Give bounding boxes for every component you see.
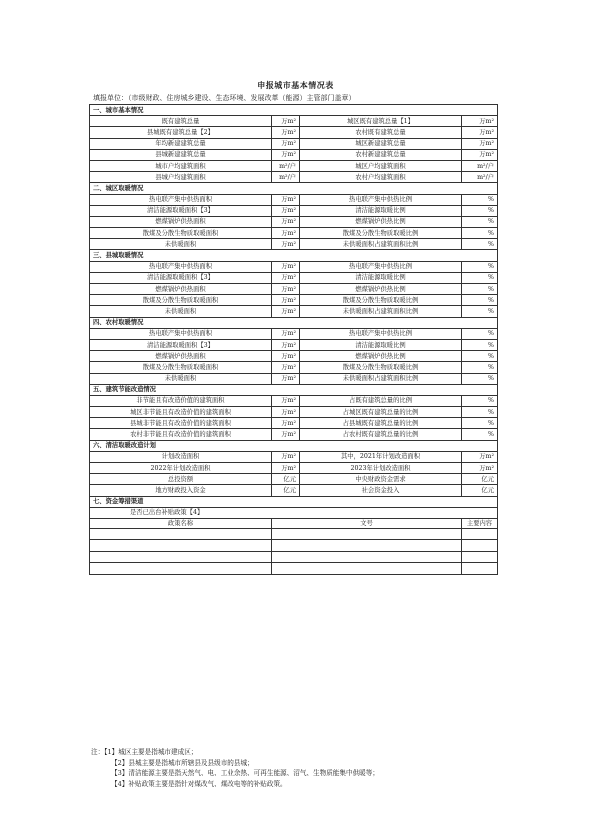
section-header-row (90, 317, 498, 328)
unit-right: % (462, 284, 498, 295)
unit-right: % (462, 362, 498, 373)
unit-left: 万m² (272, 127, 300, 138)
table-row (90, 507, 498, 518)
unit-right: m²/户 (462, 172, 498, 183)
row-label-right: 城区新建建筑总量 (300, 138, 462, 149)
row-label-right: 其中，2021年计划改造面积 (300, 451, 462, 462)
row-label-right: 燃煤锅炉供热比例 (300, 351, 462, 362)
footnote-2: 【2】县城主要是指城市所辖县及县级市的县城； (111, 758, 254, 767)
row-label-right: 社会资金投入 (300, 485, 462, 496)
table-row (90, 463, 498, 474)
row-label-left: 县城非节能且有改造价值的建筑面积 (90, 418, 272, 429)
unit-right: % (462, 194, 498, 205)
unit-right: % (462, 228, 498, 239)
row-label-left: 农村非节能且有改造价值的建筑面积 (90, 429, 272, 440)
unit-right: % (462, 429, 498, 440)
section-header-row (90, 496, 498, 507)
row-label-right: 中央财政资金需求 (300, 474, 462, 485)
policy-content-cell (462, 563, 498, 575)
footnote-4: 【4】补贴政策主要是指针对煤改气、煤改电等的补贴政策。 (111, 779, 287, 788)
table-row (90, 429, 498, 440)
row-label-right: 清洁能源取暖比例 (300, 205, 462, 216)
unit-left: 万m² (272, 205, 300, 216)
unit-left: 亿元 (272, 485, 300, 496)
policy-doc-cell (272, 540, 462, 552)
row-label-left: 县城既有建筑总量【2】 (90, 127, 272, 138)
unit-left: 万m² (272, 429, 300, 440)
unit-right: % (462, 351, 498, 362)
table-row (90, 116, 498, 127)
row-label-right: 城区既有建筑总量【1】 (300, 116, 462, 127)
unit-left: 万m² (272, 306, 300, 317)
footnote-1: 注：【1】城区主要是指城市建成区； (91, 748, 198, 756)
policy-content-cell (462, 540, 498, 552)
row-label-left: 城市户均建筑面积 (90, 160, 272, 171)
col-doc-number: 文号 (272, 518, 462, 528)
row-label-right: 占城区既有建筑总量的比例 (300, 407, 462, 418)
row-label-right: 燃煤锅炉供热比例 (300, 216, 462, 227)
row-label-left: 县城户均建筑面积 (90, 172, 272, 183)
table-row (90, 194, 498, 205)
unit-right: 万m² (462, 463, 498, 474)
unit-right: % (462, 395, 498, 406)
unit-left: 万m² (272, 373, 300, 384)
row-label-left: 清洁能源取暖面积【3】 (90, 339, 272, 350)
section-header-row (90, 183, 498, 194)
table-row (90, 485, 498, 496)
row-label-left: 计划改造面积 (90, 451, 272, 462)
unit-right: % (462, 295, 498, 306)
row-label-left: 燃煤锅炉供热面积 (90, 351, 272, 362)
policy-blank-row (90, 551, 498, 563)
unit-right: % (462, 272, 498, 283)
table-row (90, 205, 498, 216)
row-label-left: 未供暖面积 (90, 373, 272, 384)
unit-left: 万m² (272, 451, 300, 462)
row-label-right: 农村既有建筑总量 (300, 127, 462, 138)
table-row (90, 351, 498, 362)
row-label-left: 城区非节能且有改造价值的建筑面积 (90, 407, 272, 418)
unit-left: 万m² (272, 328, 300, 339)
row-label-left: 清洁能源取暖面积【3】 (90, 272, 272, 283)
row-label-right: 占农村既有建筑总量的比例 (300, 429, 462, 440)
table-row (90, 272, 498, 283)
row-label-right: 燃煤锅炉供热比例 (300, 284, 462, 295)
policy-blank-row (90, 540, 498, 552)
unit-left: 万m² (272, 351, 300, 362)
unit-left: 万m² (272, 149, 300, 160)
row-label-right: 未供暖面积占建筑面积比例 (300, 239, 462, 250)
row-label-left: 非节能且有改造价值的建筑面积 (90, 395, 272, 406)
table-row (90, 373, 498, 384)
row-label-right: 热电联产集中供热比例 (300, 194, 462, 205)
policy-name-cell (90, 540, 272, 552)
unit-right: 亿元 (462, 474, 498, 485)
row-label-right: 散煤及分散生物质取暖比例 (300, 362, 462, 373)
table-row (90, 306, 498, 317)
row-label-left: 清洁能源取暖面积【3】 (90, 205, 272, 216)
row-label-left: 未供暖面积 (90, 239, 272, 250)
table-row (90, 362, 498, 373)
row-label-right: 热电联产集中供热比例 (300, 261, 462, 272)
row-label-left: 热电联产集中供热面积 (90, 194, 272, 205)
table-row (90, 127, 498, 138)
policy-question-label: 是否已出台补贴政策【4】 (130, 509, 204, 517)
table-row (90, 239, 498, 250)
policy-question-cell (90, 507, 498, 518)
row-label-right: 占既有建筑总量的比例 (300, 395, 462, 406)
unit-left: 万m² (272, 284, 300, 295)
unit-left: 万m² (272, 362, 300, 373)
table-row (90, 328, 498, 339)
unit-right: % (462, 407, 498, 418)
row-label-right: 清洁能源取暖比例 (300, 272, 462, 283)
unit-right: % (462, 373, 498, 384)
table-row (90, 295, 498, 306)
policy-blank-row (90, 528, 498, 540)
row-label-right: 清洁能源取暖比例 (300, 339, 462, 350)
unit-right: 万m² (462, 127, 498, 138)
row-label-left: 散煤及分散生物质取暖面积 (90, 228, 272, 239)
policy-doc-cell (272, 563, 462, 575)
row-label-left: 散煤及分散生物质取暖面积 (90, 295, 272, 306)
unit-left: 万m² (272, 407, 300, 418)
unit-right: 万m² (462, 116, 498, 127)
unit-left: 万m² (272, 395, 300, 406)
row-label-left: 既有建筑总量 (90, 116, 272, 127)
unit-right: % (462, 239, 498, 250)
policy-name-cell (90, 551, 272, 563)
unit-left: 万m² (272, 463, 300, 474)
row-label-left: 年均新建建筑总量 (90, 138, 272, 149)
fill-unit-line: 填报单位：（市级财政、住房城乡建设、生态环境、发展改革（能源）主管部门盖章） (93, 94, 356, 102)
section-header-row (90, 250, 498, 261)
unit-left: m²/户 (272, 172, 300, 183)
col-main-content: 主要内容 (462, 518, 498, 528)
row-label-left: 地方财政投入资金 (90, 485, 272, 496)
table-row (90, 138, 498, 149)
unit-left: 万m² (272, 116, 300, 127)
table-row (90, 339, 498, 350)
table-row (90, 149, 498, 160)
table-row (90, 160, 498, 171)
policy-name-cell (90, 528, 272, 540)
row-label-left: 热电联产集中供热面积 (90, 328, 272, 339)
section-header: 四、农村取暖情况 (90, 317, 498, 328)
section-header-row (90, 384, 498, 395)
section-header: 六、清洁取暖改造计划 (90, 440, 498, 451)
unit-right: % (462, 216, 498, 227)
policy-blank-row (90, 563, 498, 575)
table-row (90, 407, 498, 418)
unit-right: 万m² (462, 138, 498, 149)
row-label-right: 城区户均建筑面积 (300, 160, 462, 171)
unit-right: m²/户 (462, 160, 498, 171)
policy-columns-row (90, 518, 498, 528)
unit-left: 万m² (272, 194, 300, 205)
row-label-right: 热电联产集中供热比例 (300, 328, 462, 339)
unit-right: % (462, 306, 498, 317)
footnote-3: 【3】清洁能源主要是指天然气、电、工业余热、可再生能源、沼气、生物质能集中供暖等； (111, 769, 379, 777)
section-header: 二、城区取暖情况 (90, 183, 498, 194)
policy-doc-cell (272, 551, 462, 563)
unit-right: % (462, 261, 498, 272)
row-label-right: 农村户均建筑面积 (300, 172, 462, 183)
unit-right: % (462, 418, 498, 429)
row-label-right: 农村新建建筑总量 (300, 149, 462, 160)
table-row (90, 284, 498, 295)
row-label-right: 未供暖面积占建筑面积比例 (300, 373, 462, 384)
unit-left: 万m² (272, 272, 300, 283)
unit-left: 亿元 (272, 474, 300, 485)
basic-info-table (89, 104, 498, 575)
unit-right: 万m² (462, 149, 498, 160)
section-header: 七、资金筹措渠道 (90, 496, 498, 507)
row-label-left: 总投资额 (90, 474, 272, 485)
unit-right: 亿元 (462, 485, 498, 496)
unit-left: 万m² (272, 228, 300, 239)
policy-doc-cell (272, 528, 462, 540)
row-label-left: 未供暖面积 (90, 306, 272, 317)
section-header: 五、建筑节能改造情况 (90, 384, 498, 395)
row-label-right: 2023年计划改造面积 (300, 463, 462, 474)
section-header-row (90, 105, 498, 116)
unit-left: 万m² (272, 216, 300, 227)
row-label-right: 散煤及分散生物质取暖比例 (300, 228, 462, 239)
policy-content-cell (462, 528, 498, 540)
row-label-left: 燃煤锅炉供热面积 (90, 216, 272, 227)
table-row (90, 474, 498, 485)
row-label-left: 县城新建建筑总量 (90, 149, 272, 160)
row-label-right: 占县城既有建筑总量的比例 (300, 418, 462, 429)
unit-right: % (462, 328, 498, 339)
footnotes (91, 747, 379, 789)
table-row (90, 228, 498, 239)
row-label-left: 燃煤锅炉供热面积 (90, 284, 272, 295)
unit-left: 万m² (272, 295, 300, 306)
table-row (90, 216, 498, 227)
unit-right: % (462, 205, 498, 216)
table-row (90, 395, 498, 406)
table-row (90, 261, 498, 272)
row-label-left: 2022年计划改造面积 (90, 463, 272, 474)
section-header: 一、城市基本情况 (90, 105, 498, 116)
row-label-right: 散煤及分散生物质取暖比例 (300, 295, 462, 306)
section-header-row (90, 440, 498, 451)
col-policy-name: 政策名称 (90, 518, 272, 528)
table-row (90, 172, 498, 183)
row-label-left: 散煤及分散生物质取暖面积 (90, 362, 272, 373)
page-title: 申报城市基本情况表 (257, 80, 334, 90)
unit-left: m²/户 (272, 160, 300, 171)
policy-name-cell (90, 563, 272, 575)
unit-right: 万m² (462, 451, 498, 462)
section-header: 三、县城取暖情况 (90, 250, 498, 261)
row-label-left: 热电联产集中供热面积 (90, 261, 272, 272)
table-row (90, 418, 498, 429)
unit-left: 万m² (272, 261, 300, 272)
unit-left: 万m² (272, 418, 300, 429)
row-label-right: 未供暖面积占建筑面积比例 (300, 306, 462, 317)
table-row (90, 451, 498, 462)
unit-left: 万m² (272, 339, 300, 350)
policy-content-cell (462, 551, 498, 563)
unit-left: 万m² (272, 239, 300, 250)
unit-right: % (462, 339, 498, 350)
unit-left: 万m² (272, 138, 300, 149)
